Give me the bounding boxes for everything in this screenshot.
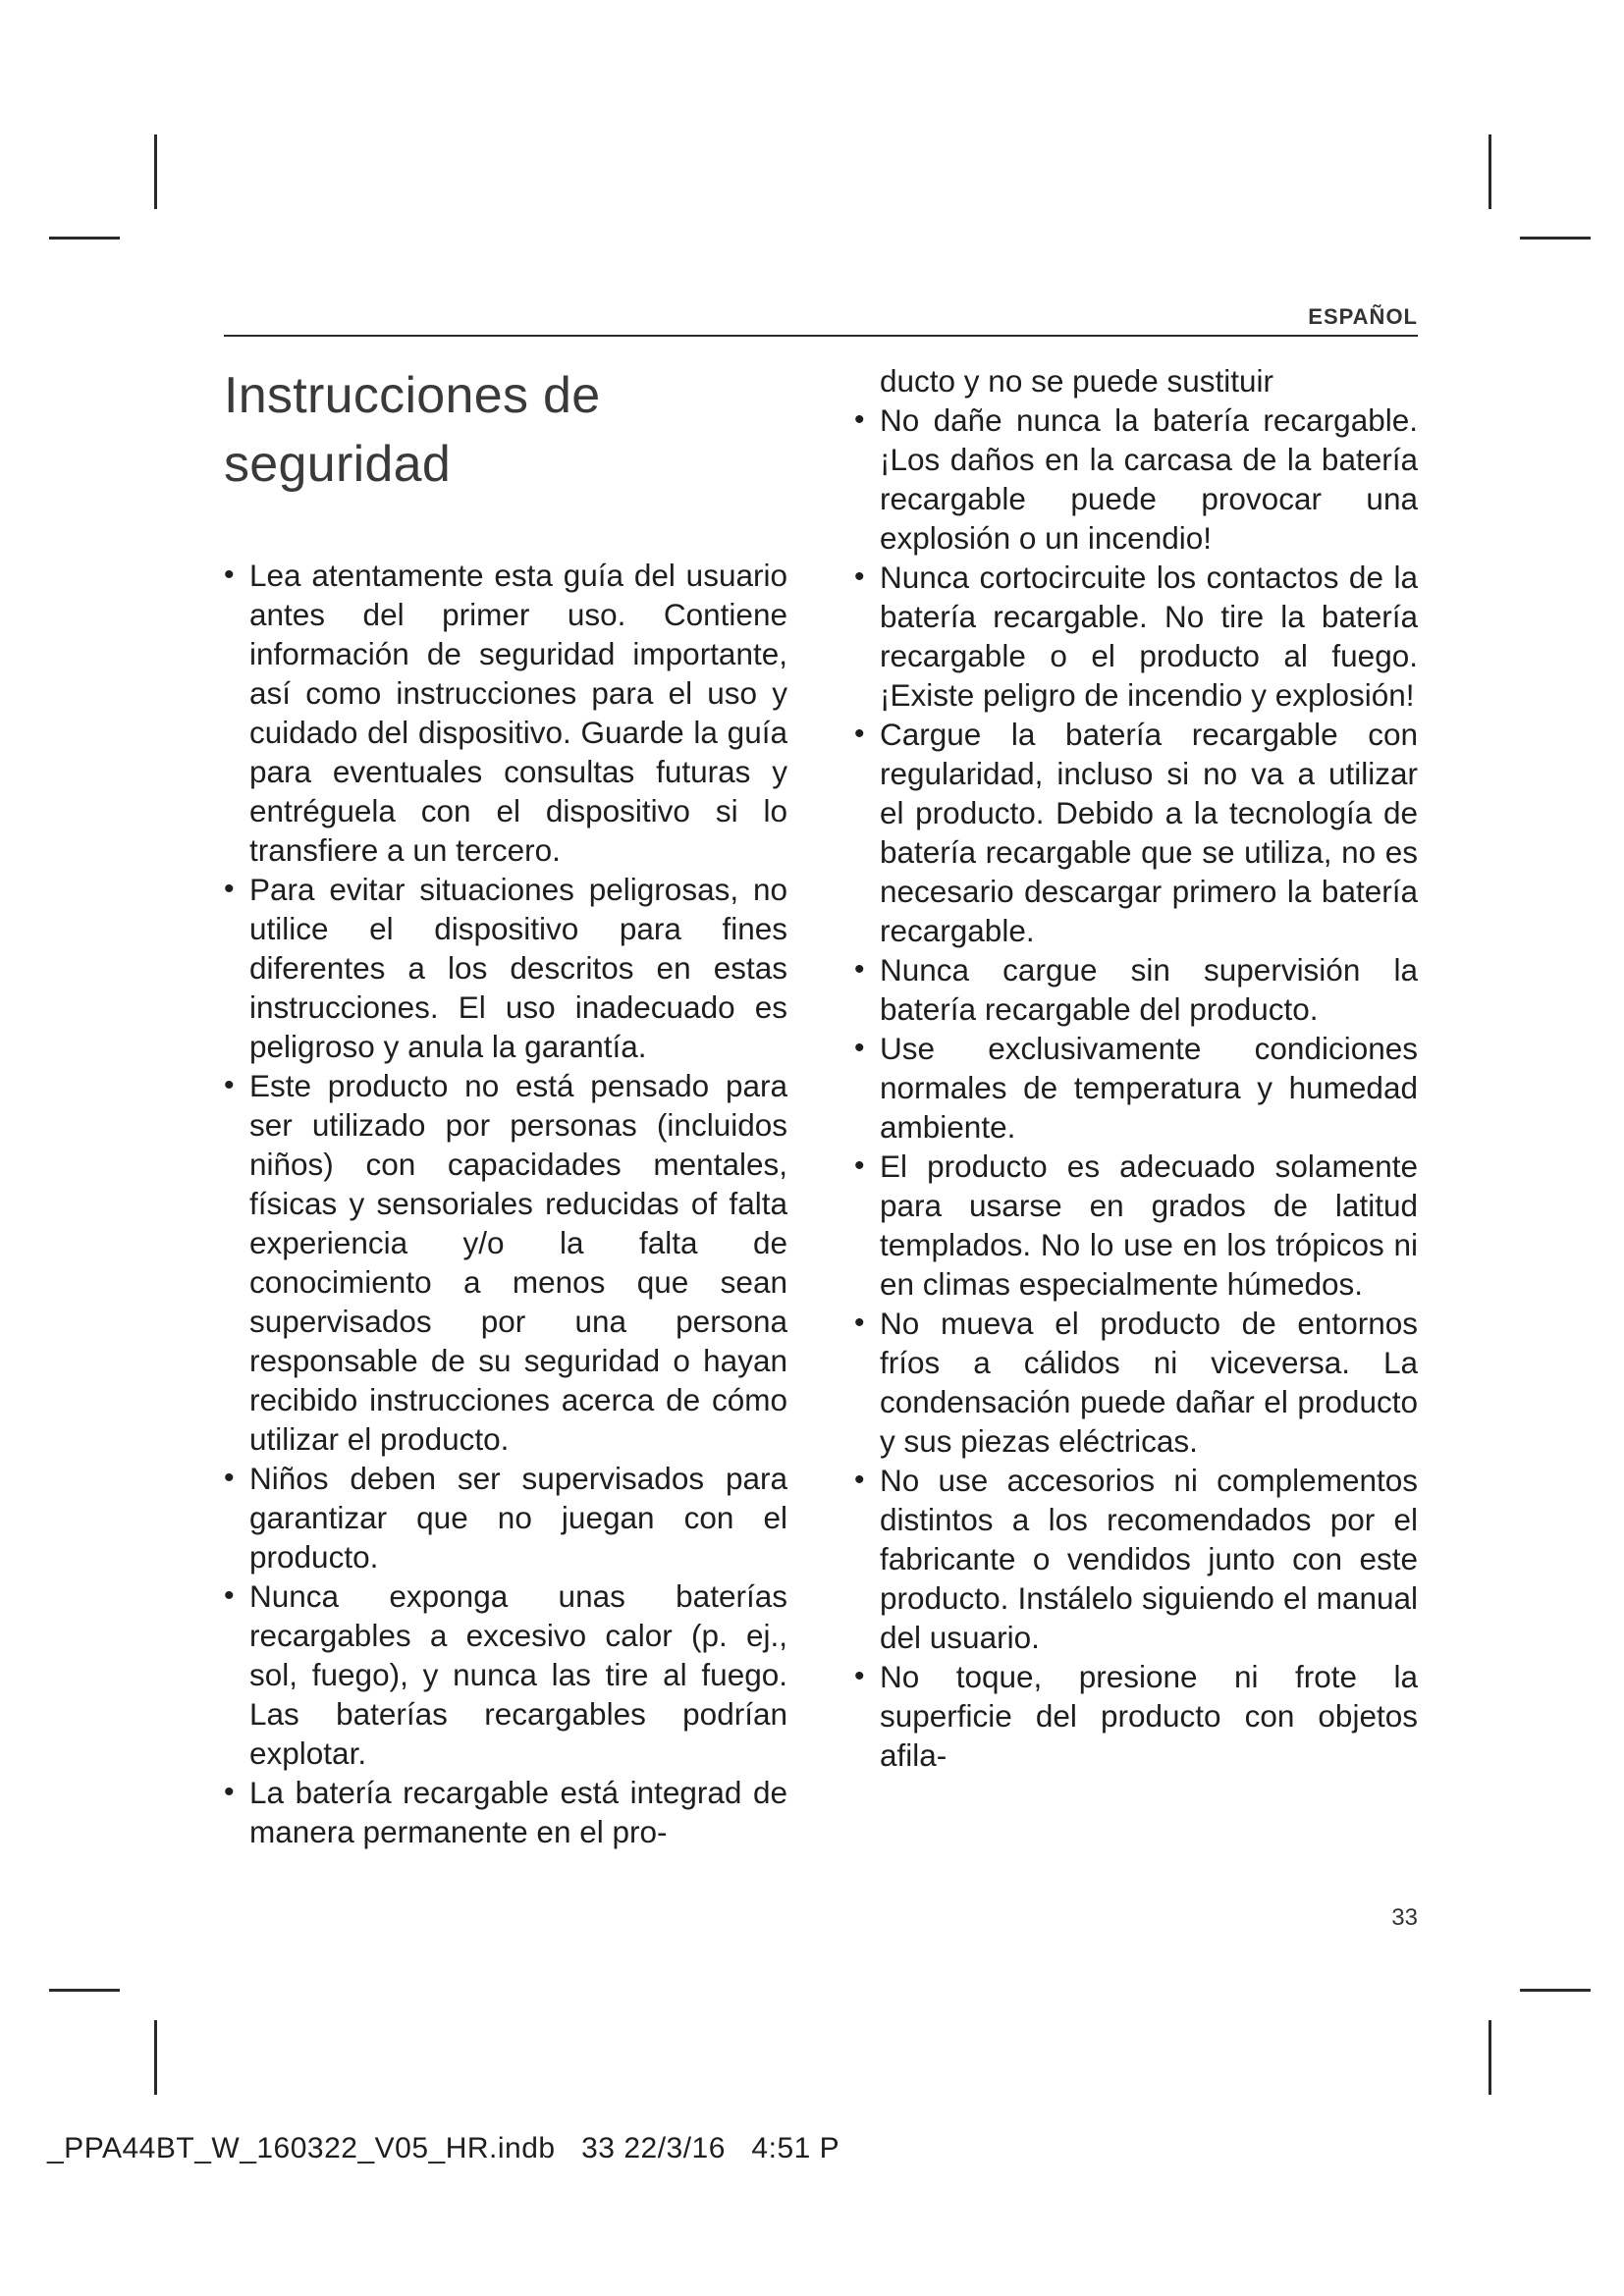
crop-mark-bottom-left-horizontal bbox=[49, 1989, 120, 1992]
crop-mark-bottom-right-horizontal bbox=[1520, 1989, 1591, 1992]
crop-mark-top-right-horizontal bbox=[1520, 237, 1591, 240]
right-column bbox=[854, 361, 1418, 1775]
crop-mark-top-right-vertical bbox=[1489, 134, 1491, 209]
list-item: • No dañe nunca la batería recargable. ¡Los daños en la carcasa de la batería recargable puede provocar una explosión o un incendio! bbox=[854, 400, 1418, 558]
list-item: • Niños deben ser supervisados para garantizar que no juegan con el producto. bbox=[224, 1459, 787, 1576]
language-label: ESPAÑOL bbox=[1308, 304, 1418, 329]
list-item: • Lea atentamente esta guía del usuario antes del primer uso. Contiene información de seguridad importante, así como instrucciones para el uso y cuidado del dispositivo. Guarde la guía para eventuales consultas futuras y entréguela con el dispositivo si lo transfiere a un tercero. bbox=[224, 556, 787, 870]
list-item: • El producto es adecuado solamente para usarse en grados de latitud templados. No lo use en los trópicos ni en climas especialmente húmedos. bbox=[854, 1147, 1418, 1304]
list-item: • Nunca cortocircuite los contactos de la batería recargable. No tire la batería recargable o el producto al fuego. ¡Existe peligro de incendio y explosión! bbox=[854, 558, 1418, 715]
list-item: • Cargue la batería recargable con regularidad, incluso si no va a utilizar el producto. Debido a la tecnología de batería recargable que se utiliza, no es necesario descargar primero la batería recargable. bbox=[854, 715, 1418, 950]
crop-mark-bottom-left-vertical bbox=[154, 2020, 157, 2095]
list-item: • No mueva el producto de entornos fríos a cálidos ni viceversa. La condensación puede dañar el producto y sus piezas eléctricas. bbox=[854, 1304, 1418, 1461]
list-item: • La batería recargable está integrad de manera permanente en el pro- bbox=[224, 1773, 787, 1851]
crop-mark-top-left-horizontal bbox=[49, 237, 120, 240]
right-bullet-list bbox=[854, 400, 1418, 1775]
list-item: • No use accesorios ni complementos distintos a los recomendados por el fabricante o vendidos junto con este producto. Instálelo siguiendo el manual del usuario. bbox=[854, 1461, 1418, 1657]
left-bullet-list bbox=[224, 556, 787, 1851]
list-item: • Use exclusivamente condiciones normales de temperatura y humedad ambiente. bbox=[854, 1029, 1418, 1147]
page-number: 33 bbox=[1391, 1904, 1418, 1931]
header-rule bbox=[224, 335, 1418, 337]
list-item: • No toque, presione ni frote la superficie del producto con objetos afila- bbox=[854, 1657, 1418, 1775]
list-item: • Este producto no está pensado para ser utilizado por personas (incluidos niños) con capacidades mentales, físicas y sensoriales reducidas of falta experiencia y/o la falta de conocimiento a menos que sean supervisados por una persona responsable de su seguridad o hayan recibido instrucciones acerca de cómo utilizar el producto. bbox=[224, 1066, 787, 1459]
crop-mark-bottom-right-vertical bbox=[1489, 2020, 1491, 2095]
crop-mark-top-left-vertical bbox=[154, 134, 157, 209]
left-column bbox=[224, 361, 787, 1851]
print-slug: _PPA44BT_W_160322_V05_HR.indb 33 22/3/16 4:51 P bbox=[47, 2132, 840, 2164]
continued-text: ducto y no se puede sustituir bbox=[880, 363, 1273, 399]
list-item: • Nunca cargue sin supervisión la batería recargable del producto. bbox=[854, 950, 1418, 1029]
list-item: • Para evitar situaciones peligrosas, no utilice el dispositivo para fines diferentes a los descritos en estas instrucciones. El uso inadecuado es peligroso y anula la garantía. bbox=[224, 870, 787, 1066]
list-item: • Nunca exponga unas baterías recargables a excesivo calor (p. ej., sol, fuego), y nunca las tire al fuego. Las baterías recargables podrían explotar. bbox=[224, 1576, 787, 1773]
page-title: Instrucciones de seguridad bbox=[224, 367, 601, 493]
